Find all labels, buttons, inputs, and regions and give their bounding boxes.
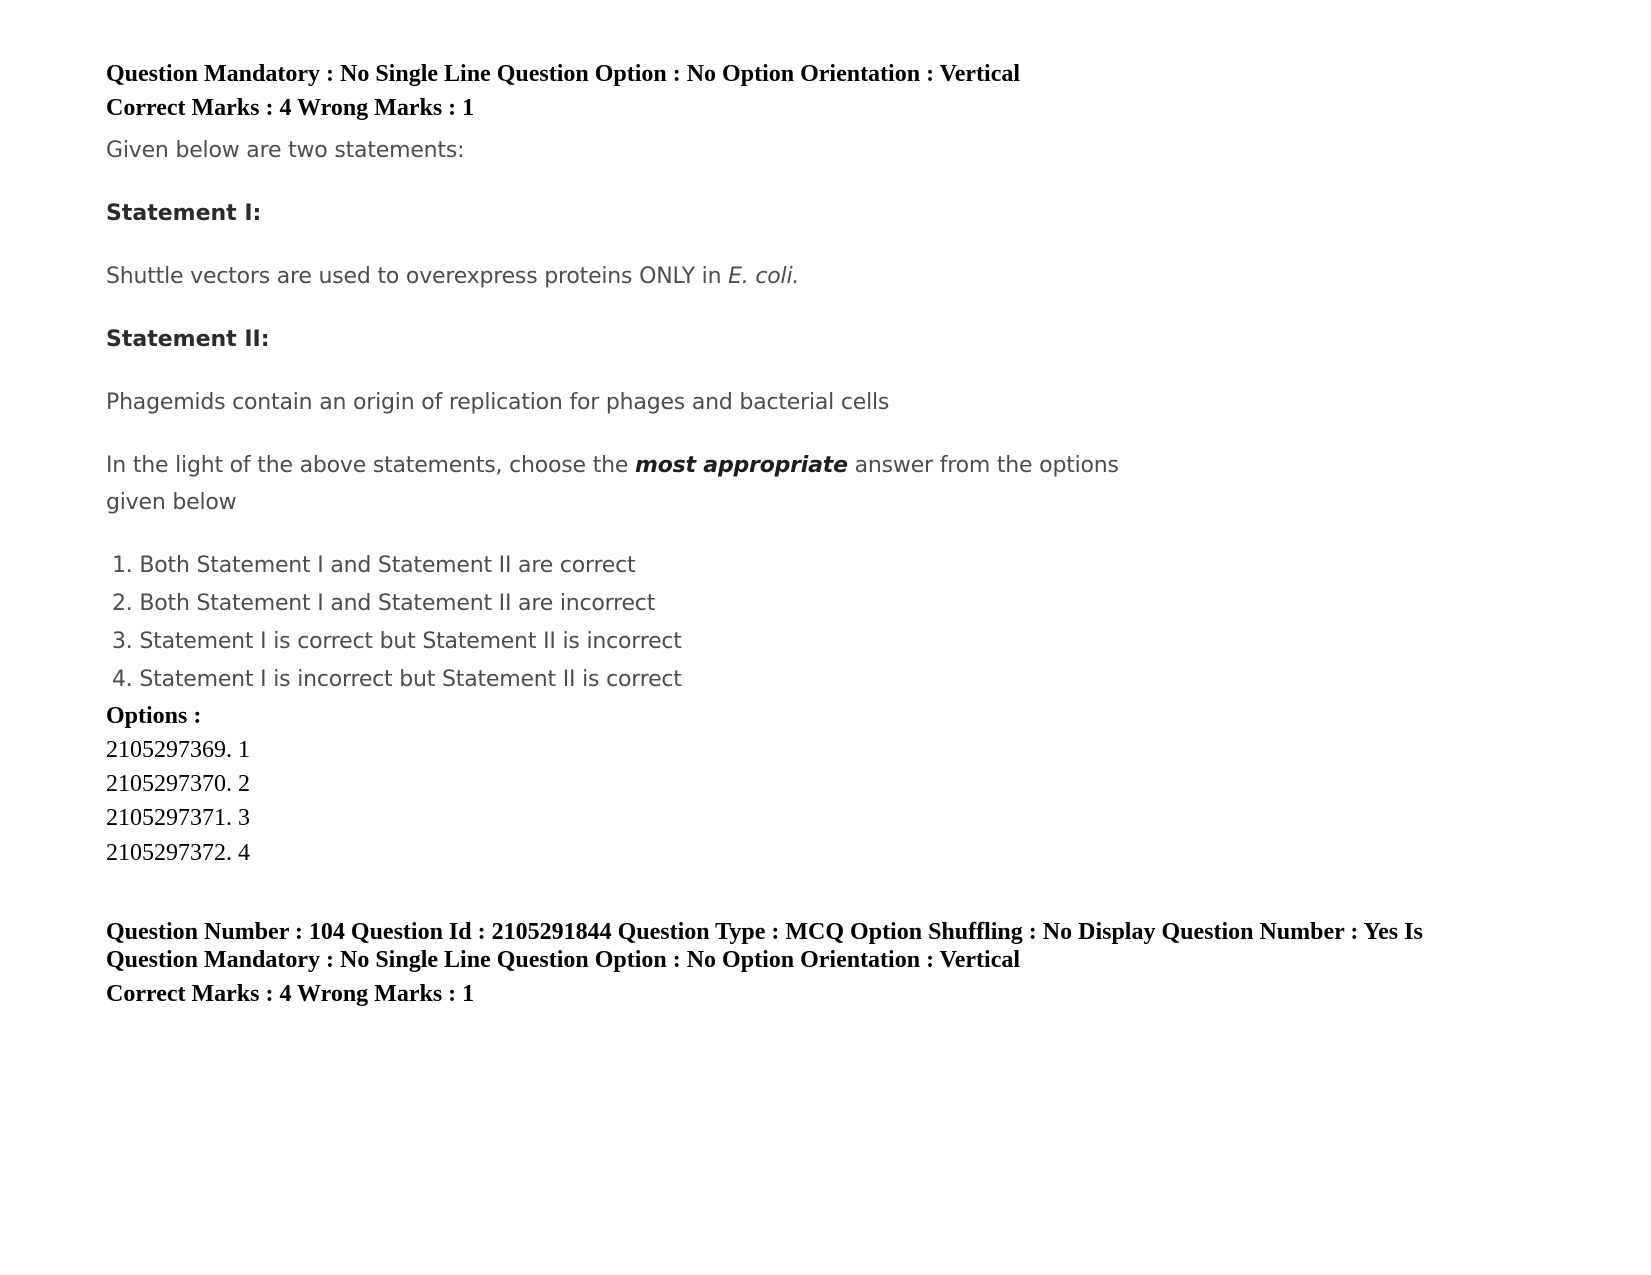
- statement-1-body: Shuttle vectors are used to overexpress proteins ONLY in: [106, 264, 729, 289]
- instruction-after: answer from the options: [847, 453, 1119, 478]
- question-instruction-line2: given below: [106, 490, 237, 515]
- answer-choice-1: 1. Both Statement I and Statement II are correct: [112, 553, 636, 578]
- next-question-meta-line1: Question Number : 104 Question Id : 2105291844 Question Type : MCQ Option Shuffling : No Display Question Number : Yes Is: [106, 919, 1423, 945]
- option-id-1: 2105297369. 1: [106, 737, 250, 763]
- answer-choice-3: 3. Statement I is correct but Statement II is incorrect: [112, 629, 682, 654]
- instruction-before: In the light of the above statements, choose the: [106, 453, 635, 478]
- option-id-2: 2105297370. 2: [106, 771, 250, 797]
- statement-1-heading: Statement I:: [106, 201, 262, 226]
- statement-2-text: Phagemids contain an origin of replication for phages and bacterial cells: [106, 390, 890, 415]
- answer-choice-2: 2. Both Statement I and Statement II are incorrect: [112, 591, 656, 616]
- options-label: Options :: [106, 703, 202, 729]
- statement-1-organism: E. coli.: [728, 264, 800, 289]
- option-id-3: 2105297371. 3: [106, 805, 250, 831]
- statement-1-text: [106, 262, 799, 292]
- next-question-meta-line2: Question Mandatory : No Single Line Question Option : No Option Orientation : Vertical: [106, 947, 1021, 973]
- question-instruction: [106, 451, 1119, 481]
- question-meta-line: Question Mandatory : No Single Line Question Option : No Option Orientation : Vertical: [106, 61, 1021, 87]
- question-intro: Given below are two statements:: [106, 138, 465, 163]
- statement-2-heading: Statement II:: [106, 327, 270, 352]
- answer-choice-4: 4. Statement I is incorrect but Statement II is correct: [112, 667, 682, 692]
- next-question-marks-line: Correct Marks : 4 Wrong Marks : 1: [106, 981, 475, 1007]
- instruction-emphasis: most appropriate: [635, 453, 848, 478]
- marks-meta-line: Correct Marks : 4 Wrong Marks : 1: [106, 95, 475, 121]
- option-id-4: 2105297372. 4: [106, 840, 250, 866]
